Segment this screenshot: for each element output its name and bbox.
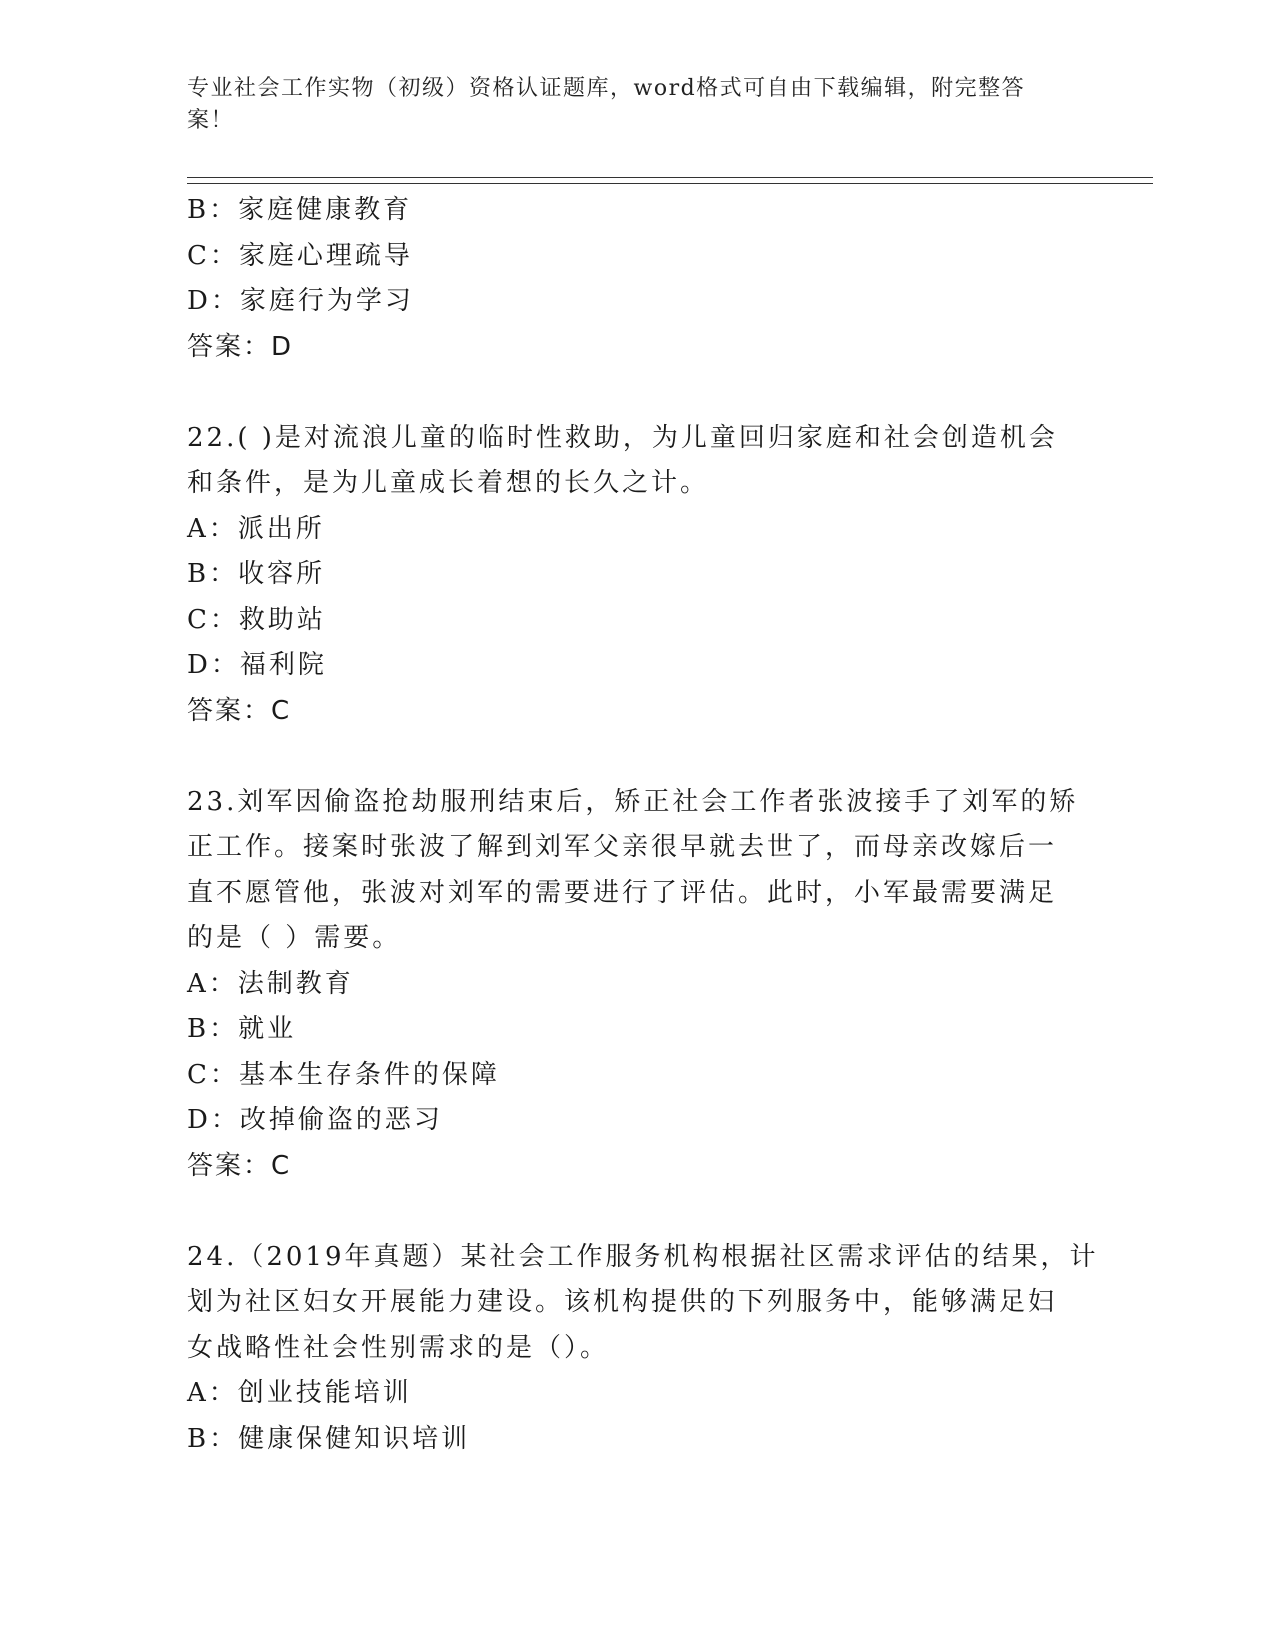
question-22-line-2: 和条件，是为儿童成长着想的长久之计。: [187, 468, 710, 498]
option-b: B：就业: [187, 1014, 297, 1044]
option-a: A：法制教育: [187, 968, 354, 999]
answer: 答案：C: [187, 1150, 292, 1181]
question-content: [187, 188, 1099, 1462]
question-23-line-3: 直不愿管他，张波对刘军的需要进行了评估。此时，小军最需要满足: [187, 877, 1058, 908]
question-23-line-2: 正工作。接案时张波了解到刘军父亲很早就去世了，而母亲改嫁后一: [187, 832, 1058, 862]
option-a: A：创业技能培训: [187, 1378, 412, 1408]
option-a: A：派出所: [187, 513, 325, 544]
spacer: [187, 1189, 1087, 1235]
option-c: C：家庭心理疏导: [187, 240, 413, 271]
header-rule-top: [187, 177, 1153, 178]
option-d: D：福利院: [187, 650, 327, 680]
spacer: [187, 734, 1087, 780]
question-23-line-1: 23.刘军因偷盗抢劫服刑结束后，矫正社会工作者张波接手了刘军的矫: [187, 786, 1079, 817]
option-b: B：健康保健知识培训: [187, 1423, 471, 1454]
spacer: [187, 370, 1087, 416]
option-b: B：收容所: [187, 559, 326, 589]
header-line-1: 专业社会工作实物（初级）资格认证题库，word格式可自由下载编辑，附完整答: [187, 76, 1026, 101]
option-b: B：家庭健康教育: [187, 195, 413, 225]
header-line-2: 案！: [187, 108, 235, 133]
question-24-line-2: 划为社区妇女开展能力建设。该机构提供的下列服务中，能够满足妇: [187, 1287, 1058, 1317]
question-24-line-3: 女战略性社会性别需求的是（）。: [187, 1332, 610, 1363]
answer: 答案：C: [187, 695, 292, 726]
option-d: D：家庭行为学习: [187, 286, 414, 316]
option-c: C：基本生存条件的保障: [187, 1059, 500, 1090]
answer: 答案：D: [187, 331, 294, 362]
page-header: [187, 73, 1067, 137]
question-23-line-4: 的是（ ）需要。: [187, 923, 402, 953]
header-rule-bottom: [187, 183, 1153, 184]
question-24-line-1: 24.（2019年真题）某社会工作服务机构根据社区需求评估的结果，计: [187, 1241, 1099, 1272]
question-22-line-1: 22.( )是对流浪儿童的临时性救助，为儿童回归家庭和社会创造机会: [187, 422, 1058, 453]
option-c: C：救助站: [187, 604, 326, 635]
option-d: D：改掉偷盗的恶习: [187, 1105, 443, 1135]
